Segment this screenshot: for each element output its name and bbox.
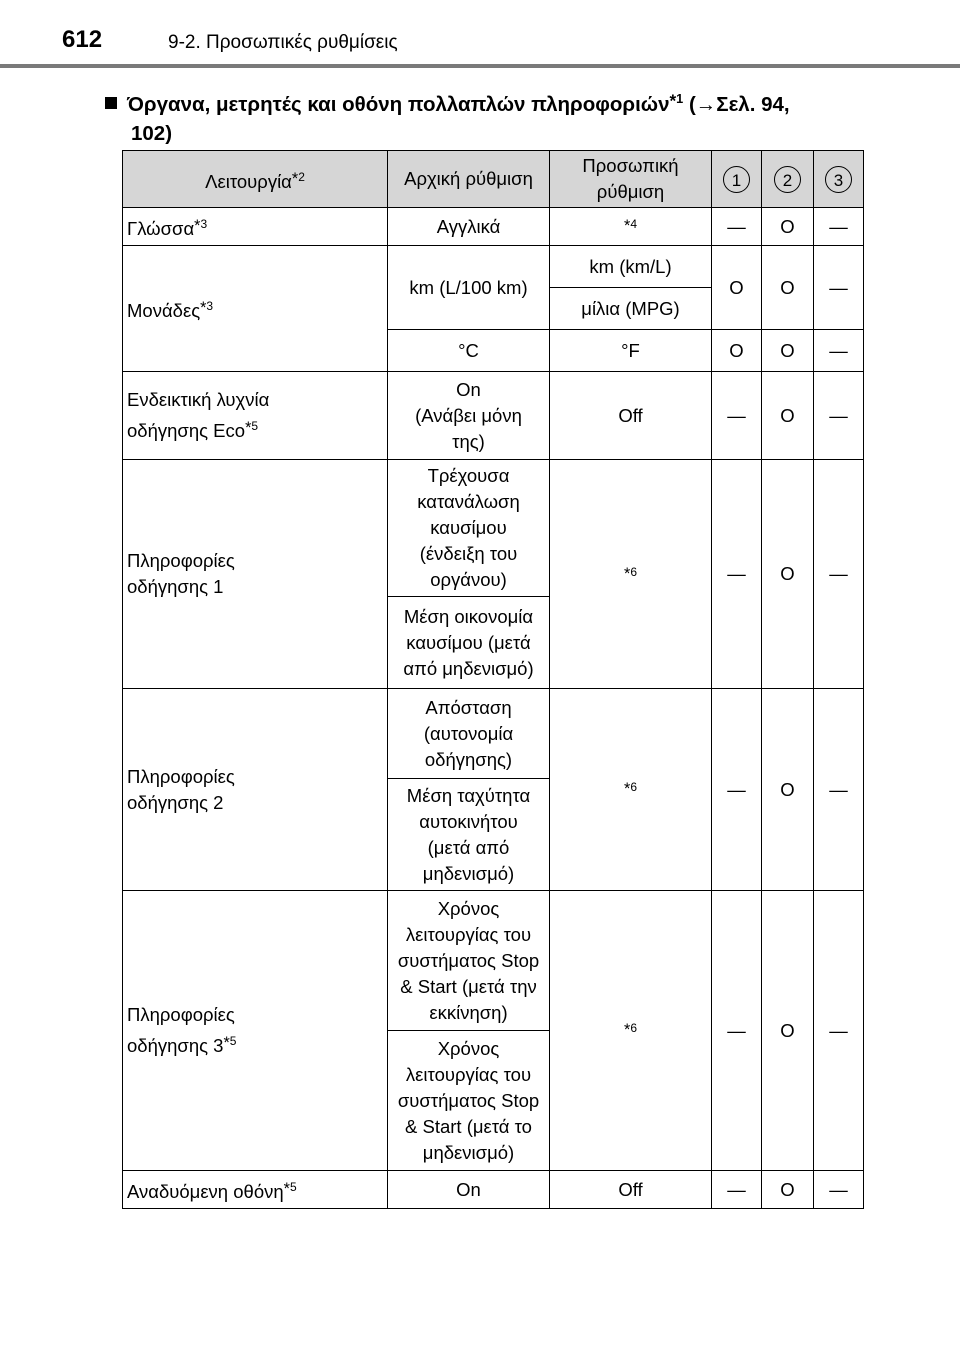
col-3-value: —	[814, 330, 864, 372]
header-col-1	[712, 151, 762, 208]
personal-value: *4	[550, 208, 712, 246]
col-2-value: O	[762, 1171, 814, 1209]
col-3-value: —	[814, 460, 864, 689]
col-1-value: —	[712, 891, 762, 1171]
table-row	[123, 246, 864, 288]
col-1-value: —	[712, 460, 762, 689]
option-a: Χρόνος λειτουργίας του συστήματος Stop & Start (μετά την εκκίνηση)	[388, 891, 550, 1031]
row-label: Γλώσσα$^{*3}$	[123, 208, 388, 246]
section-page-ref-cont: 102)	[131, 121, 173, 145]
col-1-value: —	[712, 208, 762, 246]
row-label: Πληροφορίες οδήγησης 1	[123, 460, 388, 689]
personal-value: Off	[550, 1171, 712, 1209]
header-divider	[0, 64, 960, 68]
section-page-ref: (→Σελ. 94,	[688, 92, 790, 116]
personal-value: Off	[550, 372, 712, 460]
col-2-value: O	[762, 330, 814, 372]
option-b: Μέση ταχύτητα αυτοκινήτου (μετά από μηδενισμό)	[388, 779, 550, 891]
circled-2-icon: 2	[774, 166, 801, 193]
circled-3-icon: 3	[825, 166, 852, 193]
col-1-value: —	[712, 372, 762, 460]
col-1-value: —	[712, 689, 762, 891]
col-3-value: —	[814, 689, 864, 891]
option-b: Χρόνος λειτουργίας του συστήματος Stop & Start (μετά το μηδενισμό)	[388, 1031, 550, 1171]
col-2-value: O	[762, 372, 814, 460]
personal-value: μίλια (MPG)	[550, 288, 712, 330]
table-row	[123, 689, 864, 779]
col-2-value: O	[762, 891, 814, 1171]
table-row	[123, 460, 864, 597]
col-1-value: —	[712, 1171, 762, 1209]
col-3-value: —	[814, 208, 864, 246]
col-1-value: O	[712, 330, 762, 372]
col-3-value: —	[814, 891, 864, 1171]
col-2-value: O	[762, 208, 814, 246]
section-title-text: Όργανα, μετρητές και οθόνη πολλαπλών πληροφοριών	[127, 92, 670, 116]
row-label: Αναδυόμενη οθόνη$^{*5}$	[123, 1171, 388, 1209]
initial-value: km (L/100 km)	[388, 246, 550, 330]
option-a: Απόσταση (αυτονομία οδήγησης)	[388, 689, 550, 779]
chapter-title: 9-2. Προσωπικές ρυθμίσεις	[168, 32, 398, 53]
header-col-2	[762, 151, 814, 208]
initial-value: Αγγλικά	[388, 208, 550, 246]
settings-table	[122, 150, 864, 1209]
table-row	[123, 208, 864, 246]
personal-value: *6	[550, 460, 712, 689]
option-a: Τρέχουσα κατανάλωση καυσίμου (ένδειξη του οργάνου)	[388, 460, 550, 597]
row-label: Ενδεικτική λυχνία οδήγησης Eco$^{*5}$	[123, 372, 388, 460]
initial-value: On (Ανάβει μόνη της)	[388, 372, 550, 460]
page-number: 612	[62, 26, 103, 53]
header-personal-setting: Προσωπική ρύθμιση	[550, 151, 712, 208]
square-bullet-icon	[105, 97, 117, 109]
col-3-value: —	[814, 246, 864, 330]
header-function: Λειτουργία$^{*2}$	[123, 151, 388, 208]
col-2-value: O	[762, 460, 814, 689]
col-3-value: —	[814, 1171, 864, 1209]
col-3-value: —	[814, 372, 864, 460]
col-1-value: O	[712, 246, 762, 330]
table-header-row	[123, 151, 864, 208]
footnote-marker: *1	[669, 90, 684, 111]
header-initial-setting: Αρχική ρύθμιση	[388, 151, 550, 208]
personal-value: °F	[550, 330, 712, 372]
personal-value: km (km/L)	[550, 246, 712, 288]
table-row	[123, 372, 864, 460]
row-label: Πληροφορίες οδήγησης 2	[123, 689, 388, 891]
table-row	[123, 891, 864, 1031]
option-b: Μέση οικονομία καυσίμου (μετά από μηδενισμό)	[388, 597, 550, 689]
table-row	[123, 1171, 864, 1209]
personal-value: *6	[550, 891, 712, 1171]
section-title-note: 1	[676, 91, 684, 106]
initial-value: °C	[388, 330, 550, 372]
section-title	[105, 84, 865, 148]
header-col-3	[814, 151, 864, 208]
col-2-value: O	[762, 246, 814, 330]
row-label: Πληροφορίες οδήγησης 3$^{*5}$	[123, 891, 388, 1171]
row-label: Μονάδες$^{*3}$	[123, 246, 388, 372]
circled-1-icon: 1	[723, 166, 750, 193]
initial-value: On	[388, 1171, 550, 1209]
personal-value: *6	[550, 689, 712, 891]
col-2-value: O	[762, 689, 814, 891]
